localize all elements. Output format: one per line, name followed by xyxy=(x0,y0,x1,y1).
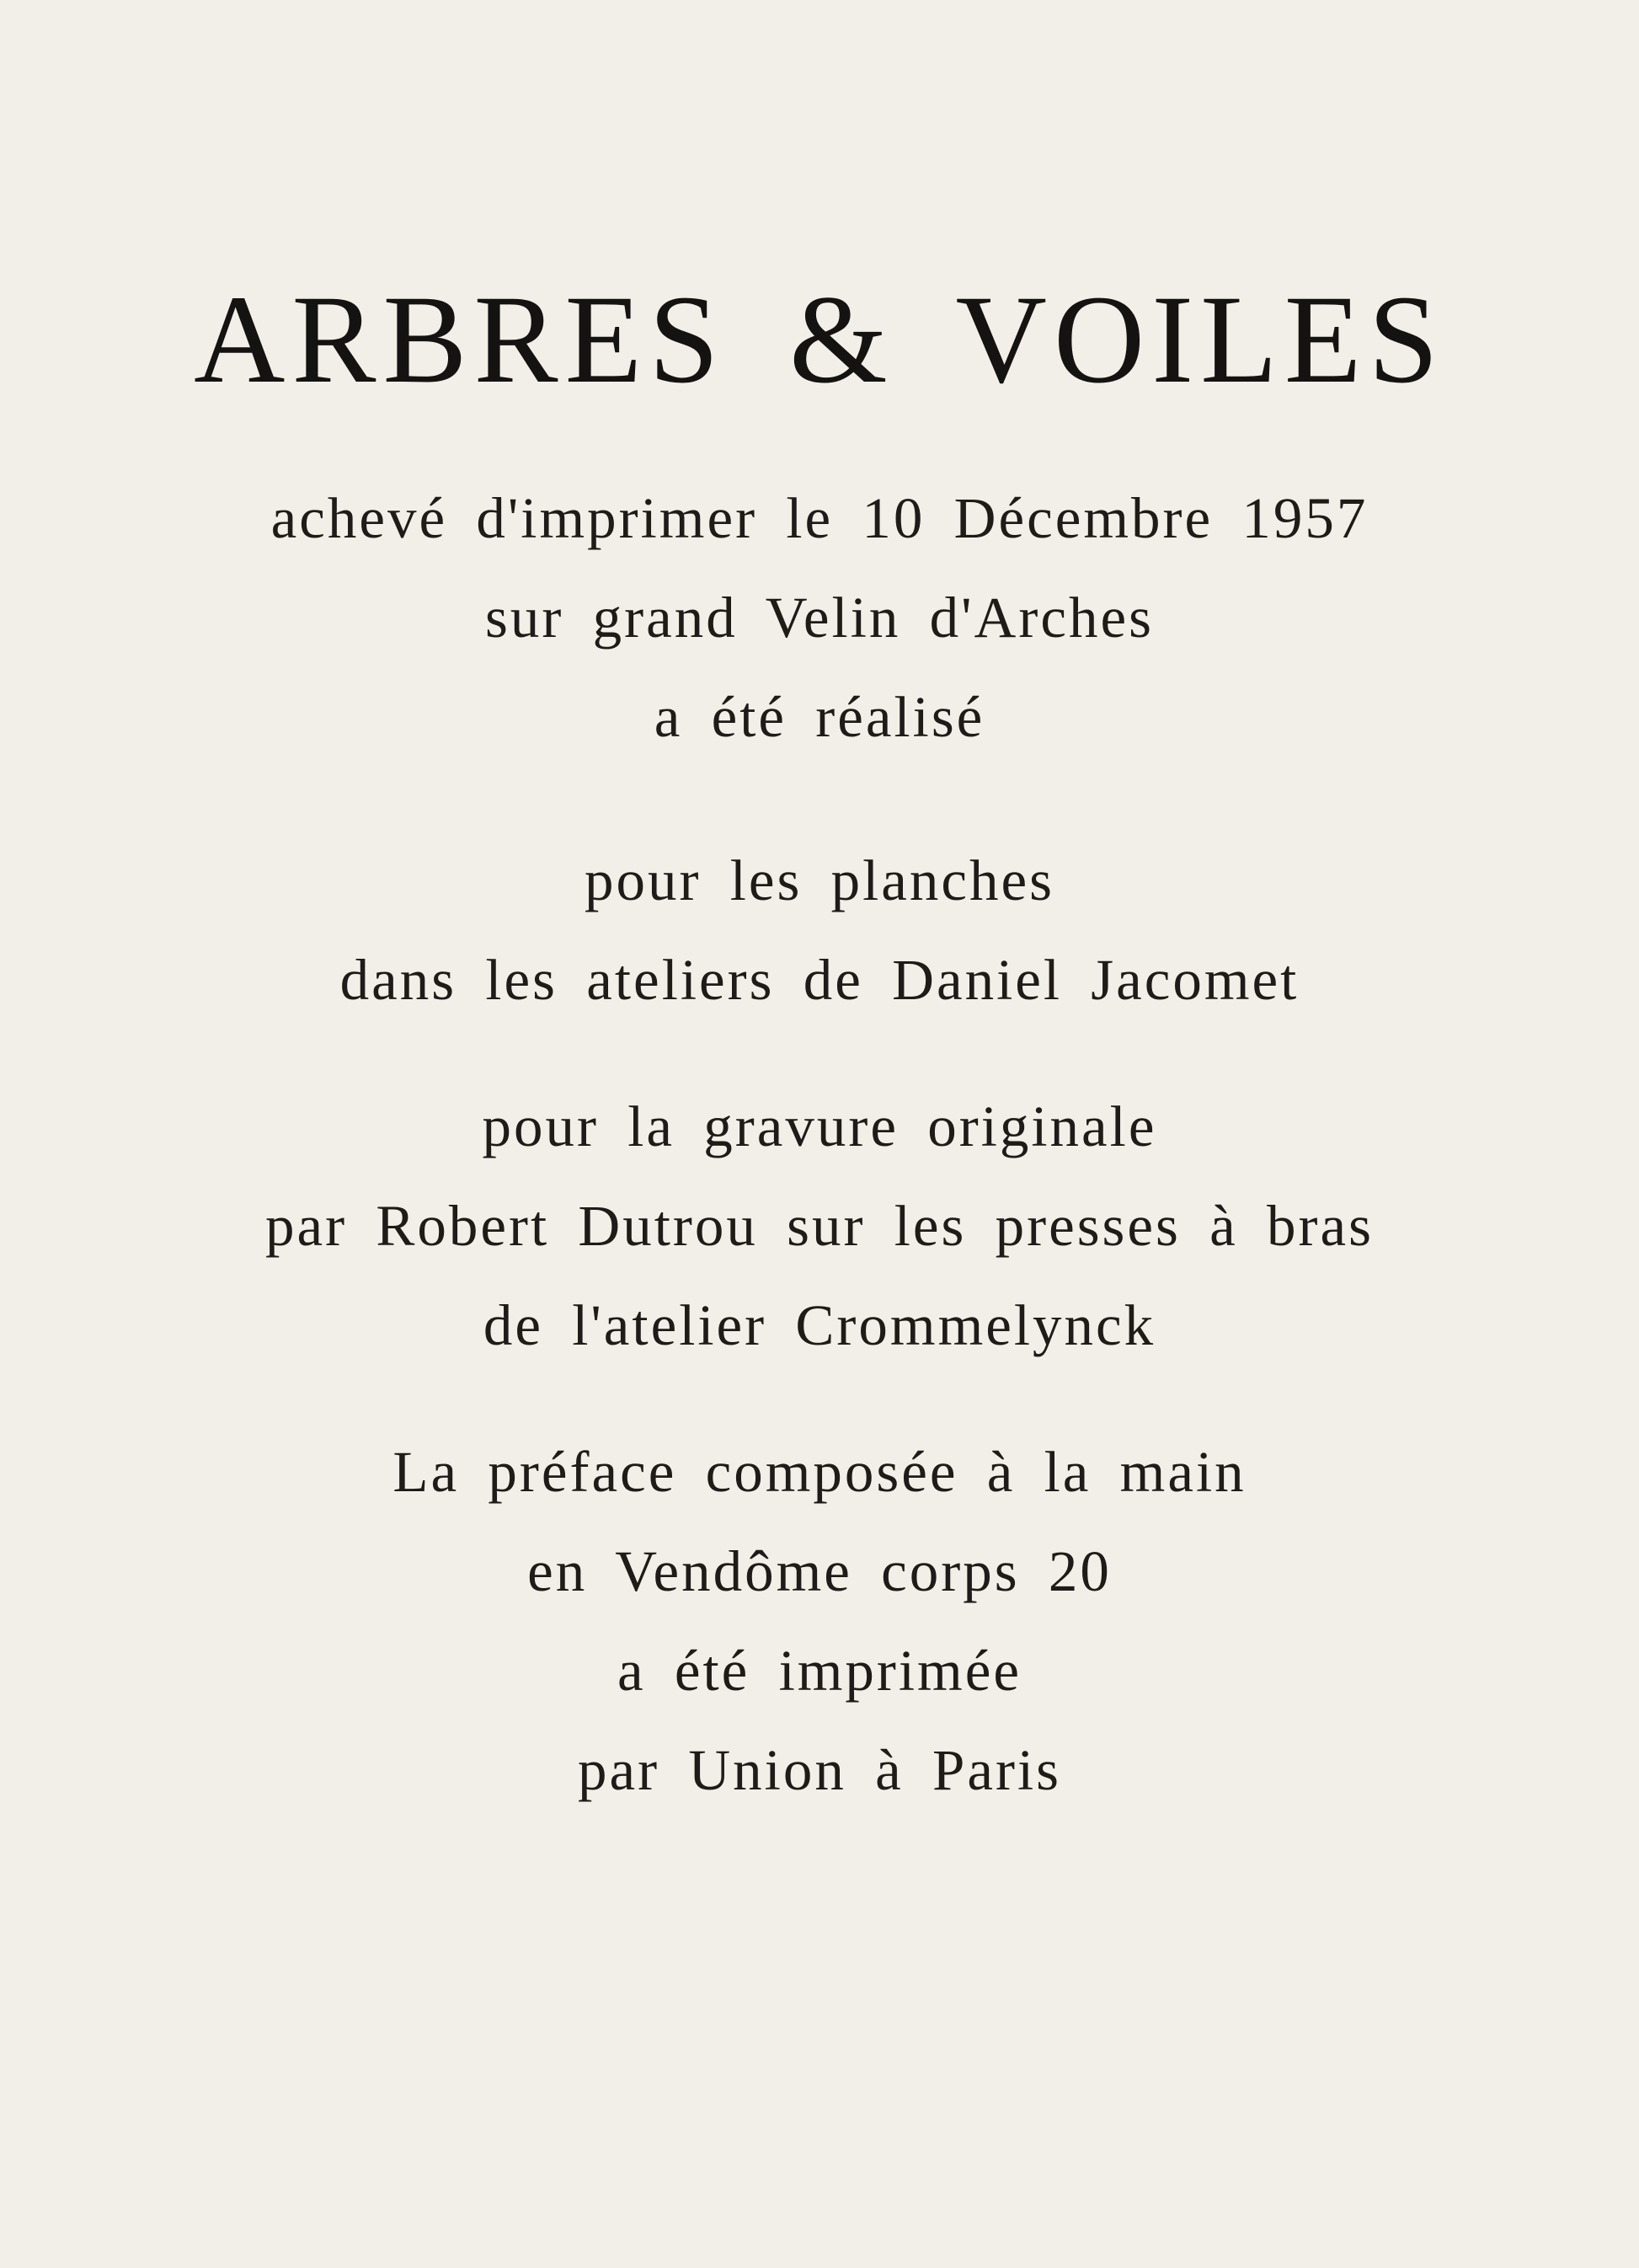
page-title: ARBRES & VOILES xyxy=(194,270,1445,409)
colophon-line: de l'atelier Crommelynck xyxy=(483,1293,1156,1357)
colophon-line: achevé d'imprimer le 10 Décembre 1957 xyxy=(270,486,1369,550)
colophon-block-plates xyxy=(0,831,1639,1030)
colophon-line: a été réalisé xyxy=(654,685,985,749)
colophon-line: dans les ateliers de Daniel Jacomet xyxy=(339,948,1300,1012)
colophon-block-printing xyxy=(0,468,1639,767)
colophon-line: par Union à Paris xyxy=(578,1738,1061,1802)
colophon-block-preface xyxy=(0,1422,1639,1820)
colophon-line: La préface composée à la main xyxy=(392,1440,1247,1504)
colophon-line: par Robert Dutrou sur les presses à bras xyxy=(265,1194,1374,1258)
colophon-line: pour les planches xyxy=(584,848,1055,912)
colophon-block-engraving xyxy=(0,1077,1639,1375)
colophon-line: en Vendôme corps 20 xyxy=(527,1539,1112,1603)
colophon-line: sur grand Velin d'Arches xyxy=(485,586,1154,650)
colophon-line: a été imprimée xyxy=(617,1639,1022,1703)
colophon-line: pour la gravure originale xyxy=(482,1094,1157,1158)
